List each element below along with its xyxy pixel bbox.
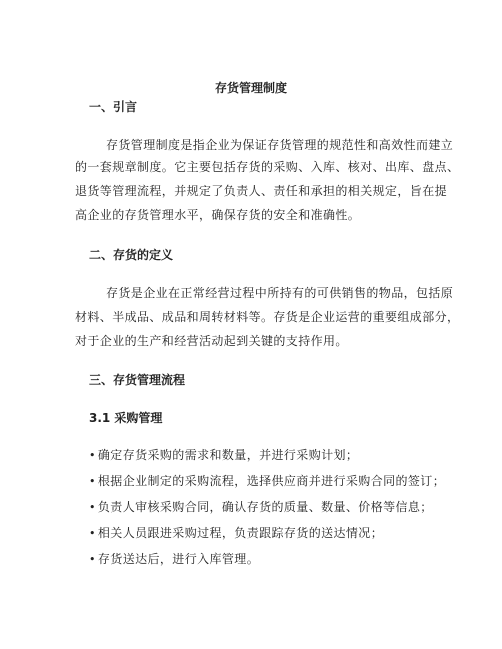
list-item: • 负责人审核采购合同，确认存货的质量、数量、价格等信息； — [89, 500, 433, 514]
list-item: • 存货送达后，进行入库管理。 — [89, 552, 260, 566]
list-item: • 相关人员跟进采购过程，负责跟踪存货的送达情况； — [89, 526, 384, 540]
intro-line-4: 高企业的存货管理水平，确保存货的安全和准确性。 — [75, 208, 361, 222]
subheading-procurement: 3.1 采购管理 — [89, 411, 163, 425]
intro-line-3: 退货等管理流程，并规定了负责人、责任和承担的相关规定，旨在提 — [75, 184, 448, 198]
bullet-icon: • — [89, 449, 96, 462]
bullet-icon: • — [89, 501, 96, 514]
intro-line-1: 存货管理制度是指企业为保证存货管理的规范性和高效性而建立 — [106, 138, 454, 152]
definition-line-1: 存货是企业在正常经营过程中所持有的可供销售的物品，包括原 — [106, 286, 454, 300]
section-heading-process: 三、存货管理流程 — [89, 373, 186, 387]
bullet-icon: • — [89, 475, 96, 488]
intro-line-2: 的一套规章制度。它主要包括存货的采购、入库、核对、出库、盘点、 — [75, 160, 460, 174]
definition-line-2: 材料、半成品、成品和周转材料等。存货是企业运营的重要组成部分， — [75, 310, 460, 324]
bullet-icon: • — [89, 553, 96, 566]
list-item: • 确定存货采购的需求和数量，并进行采购计划； — [89, 448, 359, 462]
list-item: • 根据企业制定的采购流程，选择供应商并进行采购合同的签订； — [89, 474, 446, 488]
section-heading-introduction: 一、引言 — [89, 100, 138, 114]
definition-line-3: 对于企业的生产和经营活动起到关键的支持作用。 — [75, 334, 348, 348]
bullet-icon: • — [89, 527, 96, 540]
section-heading-definition: 二、存货的定义 — [89, 248, 174, 262]
document-title: 存货管理制度 — [214, 81, 287, 95]
